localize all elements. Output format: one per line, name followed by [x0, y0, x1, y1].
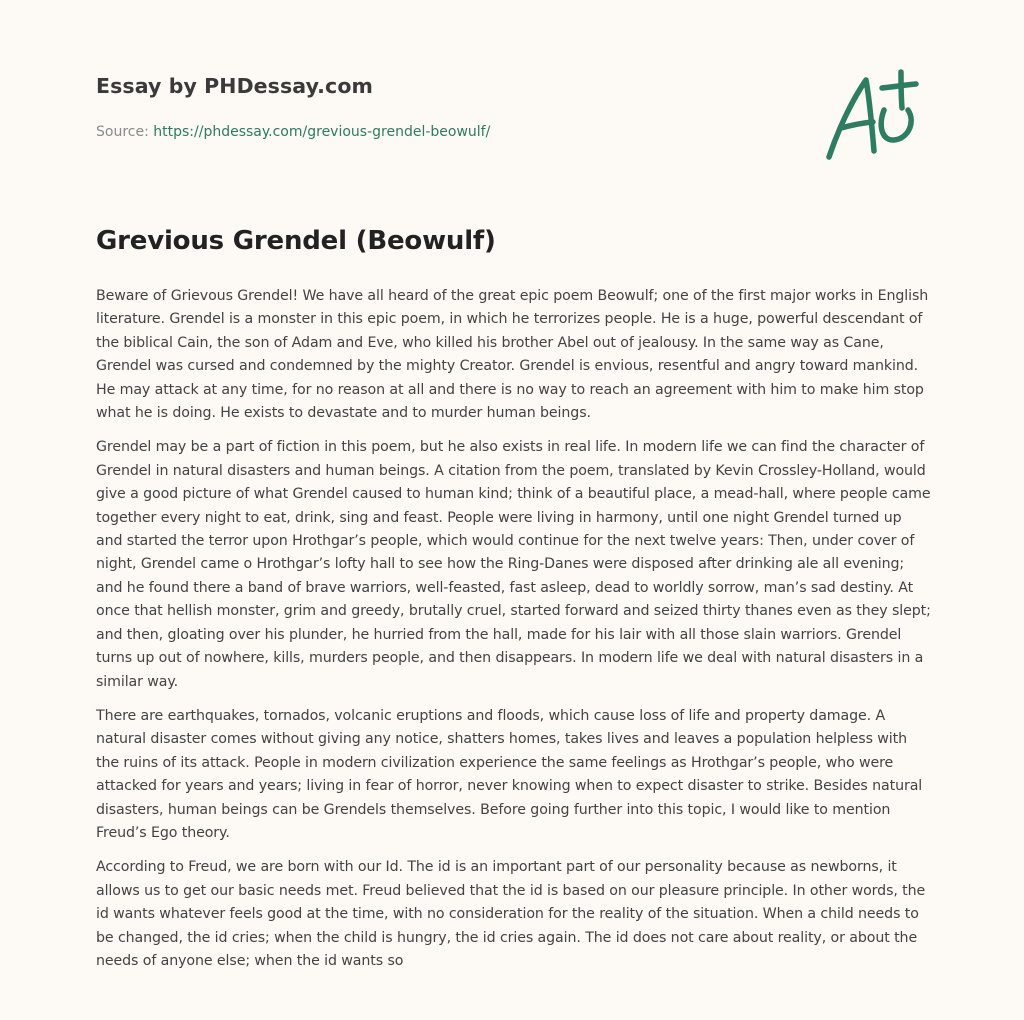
- source-label: Source:: [96, 124, 154, 140]
- essay-title: Grevious Grendel (Beowulf): [96, 226, 496, 256]
- essay-paragraph: Grendel may be a part of fiction in this poem, but he also exists in real life. In modern life we can find the character of Grendel in natural disasters and human beings. A citation from the poem, translated by Kevin Crossley-Holland, would give a good picture of what Grendel caused to human kind; think of a beautiful place, a mead-hall, where people came together every night to eat, drink, sing and feast. People were living in harmony, until one night Grendel turned up and started the terror upon Hrothgar’s people, which would continue for the next twelve years: Then, under cover of night, Grendel came o Hrothgar’s lofty hall to see how the Ring-Danes were disposed after drinking ale all evening; and he found there a band of brave warriors, well-feasted, fast asleep, dead to worldly sorrow, man’s sad destiny. At once that hellish monster, grim and greedy, brutally cruel, started forward and seized thirty thanes even as they slept; and then, gloating over his plunder, he hurried from the hall, made for his lair with all those slain warriors. Grendel turns up out of nowhere, kills, murders people, and then disappears. In modern life we deal with natural disasters in a similar way.: [96, 439, 931, 690]
- a-plus-grade-icon: [822, 68, 926, 164]
- essay-paragraph: There are earthquakes, tornados, volcanic eruptions and floods, which cause loss of life and property damage. A natural disaster comes without giving any notice, shatters homes, takes lives and leaves a population helpless with the ruins of its attack. People in modern civilization experience the same feelings as Hrothgar’s people, who were attacked for years and years; living in fear of horror, never knowing when to expect disaster to strike. Besides natural disasters, human beings can be Grendels themselves. Before going further into this topic, I would like to mention Freud’s Ego theory.: [96, 707, 923, 841]
- site-header: [96, 74, 796, 140]
- essay-paragraph: Beware of Grievous Grendel! We have all heard of the great epic poem Beowulf; one of the first major works in English literature. Grendel is a monster in this epic poem, in which he terrorizes people. He is a huge, powerful descendant of the biblical Cain, the son of Adam and Eve, who killed his brother Abel out of jealousy. In the same way as Cane, Grendel was cursed and condemned by the mighty Creator. Grendel is envious, resentful and angry toward mankind. He may attack at any time, for no reason at all and there is no way to reach an agreement with him to make him stop what he is doing. He exists to devastate and to murder human beings.: [96, 288, 929, 422]
- essay-body: [96, 285, 932, 984]
- brand-title: Essay by PHDessay.com: [96, 74, 373, 98]
- source-link[interactable]: https://phdessay.com/grevious-grendel-beowulf/: [153, 124, 491, 140]
- source-line: [96, 124, 796, 140]
- essay-paragraph: According to Freud, we are born with our Id. The id is an important part of our personality because as newborns, it allows us to get our basic needs met. Freud believed that the id is based on our pleasure principle. In other words, the id wants whatever feels good at the time, with no consideration for the reality of the situation. When a child needs to be changed, the id cries; when the child is hungry, the id cries again. The id does not care about reality, or about the needs of anyone else; when the id wants so: [96, 859, 926, 969]
